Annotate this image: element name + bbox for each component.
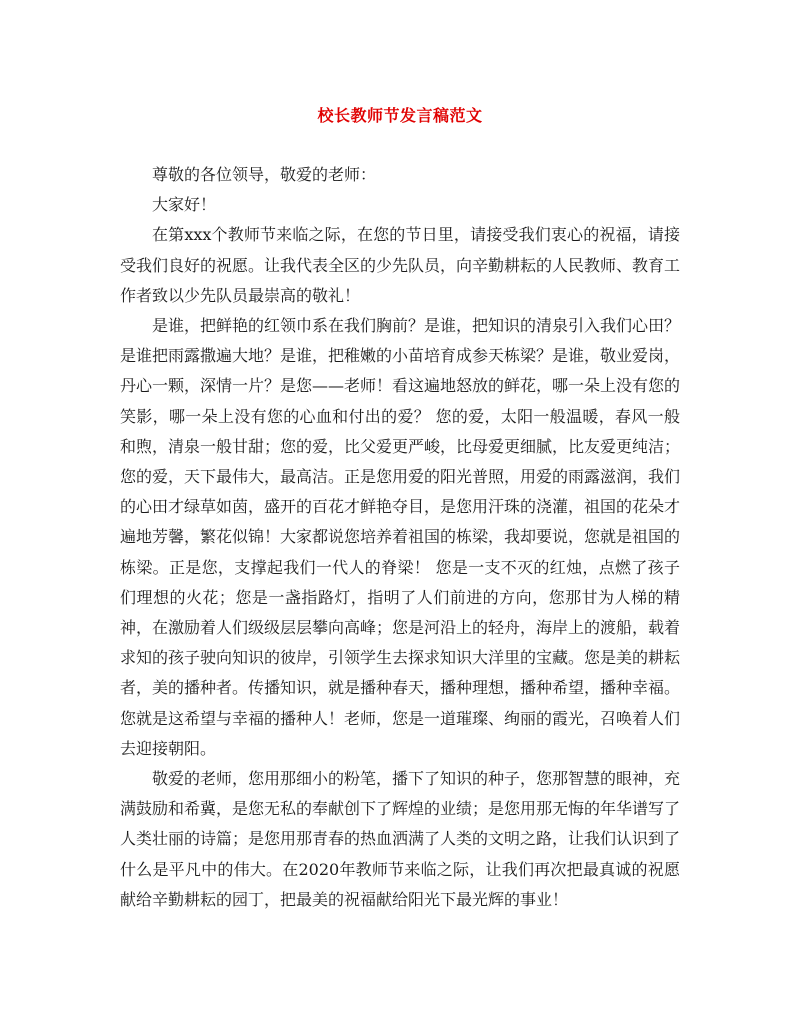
paragraph-3: 敬爱的老师，您用那细小的粉笔，播下了知识的种子，您那智慧的眼神，充满鼓励和希冀，是您无私的奉献创下了辉煌的业绩；是您用那无悔的年华谱写了人类壮丽的诗篇；是您用那青春的热血洒满了人类的文明之路，让我们认识到了什么是平凡中的伟大。在2020年教师节来临之际，让我们再次把最真诚的祝愿献给辛勤耕耘的园丁，把最美的祝福献给阳光下最光辉的事业！ bbox=[120, 769, 681, 909]
greeting: 大家好！ bbox=[152, 195, 217, 215]
document-title: 校长教师节发言稿范文 bbox=[317, 106, 483, 125]
paragraph-2: 是谁，把鲜艳的红领巾系在我们胸前？是谁，把知识的清泉引入我们心田？是谁把雨露撒遍大地？是谁，把稚嫩的小苗培育成参天栋梁？是谁，敬业爱岗，丹心一颗，深情一片？是您——老师！看这遍地怒放的鲜花，哪一朵上没有您的笑影，哪一朵上没有您的心血和付出的爱？ 您的爱，太阳一般温暖，春风一般和煦，清泉一般甘甜；您的爱，比父爱更严峻，比母爱更细腻，比友爱更纯洁；您的爱，天下最伟大，最高洁。正是您用爱的阳光普照，用爱的雨露滋润，我们的心田才绿草如茵，盛开的百花才鲜艳夺目，是您用汗珠的浇灌，祖国的花朵才遍地芳馨，繁花似锦！大家都说您培养着祖国的栋梁，我却要说，您就是祖国的栋梁。正是您，支撑起我们一代人的脊梁！ 您是一支不灭的红烛，点燃了孩子们理想的火花；您是一盏指路灯，指明了人们前进的方向，您那甘为人梯的精神，在激励着人们级级层层攀向高峰；您是河沿上的轻舟，海岸上的渡船，载着求知的孩子驶向知识的彼岸，引领学生去探求知识大洋里的宝藏。您是美的耕耘者，美的播种者。传播知识，就是播种春天，播种理想，播种希望，播种幸福。您就是这希望与幸福的播种人！老师，您是一道璀璨、绚丽的霞光，召唤着人们去迎接朝阳。 bbox=[120, 316, 681, 758]
salutation: 尊敬的各位领导，敬爱的老师： bbox=[152, 165, 377, 184]
document-body bbox=[120, 160, 680, 915]
paragraph-1: 在第xxx个教师节来临之际，在您的节日里，请接受我们衷心的祝福，请接受我们良好的祝愿。让我代表全区的少先队员，向辛勤耕耘的人民教师、教育工作者致以少先队员最崇高的敬礼！ bbox=[120, 225, 681, 305]
